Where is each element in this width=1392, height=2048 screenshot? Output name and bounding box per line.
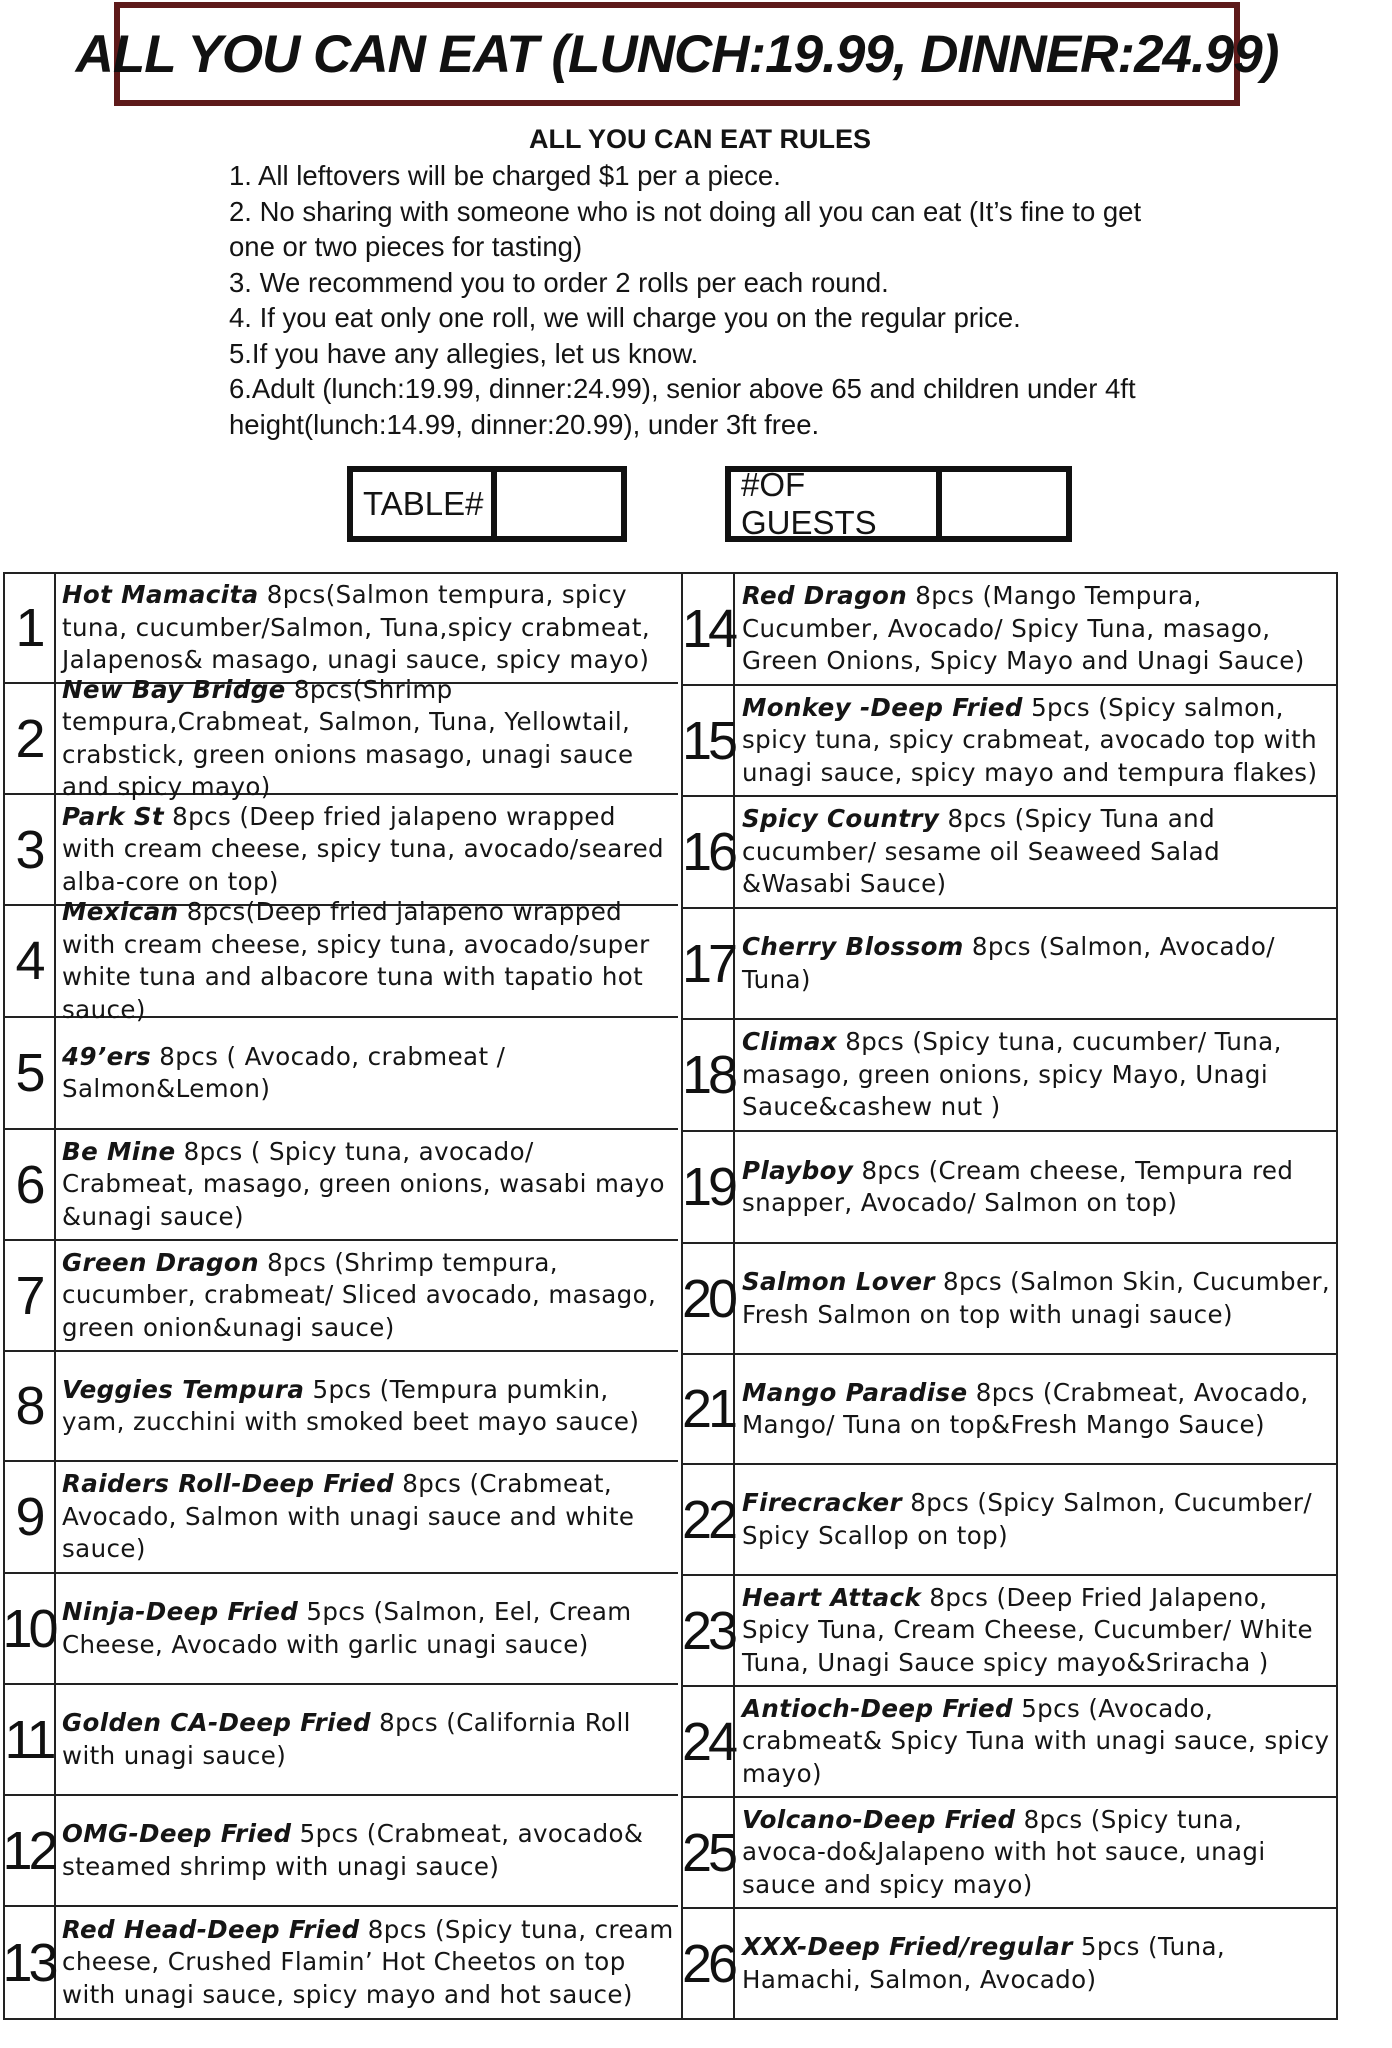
roll-description [742,1465,1332,1574]
roll-description [62,674,674,801]
roll-name: Climax [742,1027,838,1057]
roll-description [62,1907,674,2018]
roll-detail: 8pcs ( Avocado, crabmeat / Salmon&Lemon) [62,1041,506,1103]
roll-detail: 5pcs (Avocado, crabmeat& Spicy Tuna with unagi sauce, spicy mayo) [742,1693,1330,1788]
menu-row [3,1907,678,2020]
roll-detail: 8pcs(Deep fried jalapeno wrapped with cream cheese, spicy tuna, avocado/super white tuna and albacore tuna with tapatio hot sauce) [62,897,650,1024]
roll-description [742,1909,1332,2018]
roll-name: Playboy [742,1155,854,1185]
roll-number: 6 [15,1154,42,1215]
menu-row [683,1687,1336,1798]
menu-row [3,1130,678,1241]
roll-detail: 8pcs (Spicy tuna, cream cheese, Crushed Flamin’ Hot Cheetos on top with unagi sauce, spicy mayo and hot sauce) [62,1914,674,2009]
roll-name: Cherry Blossom [742,932,964,961]
menu-row [683,909,1336,1020]
roll-number: 11 [4,1709,53,1770]
menu-row [3,1352,678,1462]
roll-detail: 8pcs (Deep Fried Jalapeno, Spicy Tuna, Cream Cheese, Cucumber/ White Tuna, Unagi Sauce spicy mayo&Sriracha ) [742,1582,1314,1677]
roll-name: Golden CA-Deep Fried [62,1708,371,1737]
roll-detail: 8pcs (Spicy tuna, cucumber/ Tuna, masago, green onions, spicy Mayo, Unagi Sauce&cashew nut ) [742,1027,1282,1122]
roll-name: Mango Paradise [742,1377,968,1407]
roll-name: 49’ers [62,1041,152,1071]
roll-name: Heart Attack [742,1582,922,1612]
roll-description [742,1020,1332,1130]
menu-row [683,1355,1336,1465]
roll-name: Antioch-Deep Fried [742,1693,1013,1723]
roll-detail: 8pcs (Cream cheese, Tempura red snapper, Avocado/ Salmon on top) [742,1155,1294,1217]
roll-description [62,897,674,1024]
menu-row [3,1018,678,1130]
menu-row [3,897,678,1024]
roll-number: 14 [681,599,735,659]
roll-detail: 8pcs (Mango Tempura, Cucumber, Avocado/ Spicy Tuna, masago, Green Onions, Spicy Mayo and Unagi Sauce) [742,581,1305,676]
menu-row [3,1574,678,1685]
roll-number: 2 [15,708,42,769]
roll-name: Be Mine [62,1136,176,1166]
roll-detail: 5pcs (Tuna, Hamachi, Salmon, Avocado) [742,1932,1226,1994]
menu-row [3,1462,678,1574]
menu-row [683,1244,1336,1355]
roll-number: 1 [15,598,42,658]
roll-name: Spicy Country [742,804,940,834]
menu-row [3,574,678,684]
roll-number: 10 [2,1598,55,1659]
roll-number: 20 [681,1268,735,1329]
roll-name: Hot Mamacita [62,580,259,610]
roll-description [742,797,1332,907]
roll-detail: 8pcs (Spicy tuna, avoca-do&Jalapeno with hot sauce, unagi sauce and spicy mayo) [742,1804,1266,1899]
roll-name: Red Head-Deep Fried [62,1914,360,1944]
roll-name: XXX-Deep Fried/regular [742,1932,1073,1961]
roll-description [62,1241,674,1350]
roll-number: 9 [15,1487,42,1547]
roll-number: 5 [15,1043,42,1103]
roll-description [742,1576,1332,1685]
rules-list [229,158,1209,442]
rule-line: 4. If you eat only one roll, we will charge you on the regular price. [229,302,1021,333]
menu-row [3,1241,678,1352]
page-title: ALL YOU CAN EAT (LUNCH:19.99, DINNER:24.99) [75,24,1279,84]
roll-number: 18 [681,1045,735,1105]
roll-name: Monkey -Deep Fried [742,692,1023,722]
roll-name: Raiders Roll-Deep Fried [62,1469,395,1499]
rule-line: 6.Adult (lunch:19.99, dinner:24.99), senior above 65 and children under 4ft [229,373,1136,404]
roll-number: 22 [681,1489,735,1550]
menu-row [683,1132,1336,1244]
roll-detail: 8pcs (Crabmeat, Avocado, Mango/ Tuna on top&Fresh Mango Sauce) [742,1377,1309,1439]
roll-name: Red Dragon [742,581,908,611]
roll-detail: 8pcs (Deep fried jalapeno wrapped with cream cheese, spicy tuna, avocado/seared alba-core on top) [62,801,664,896]
roll-number: 15 [681,710,735,771]
menu-row [683,1020,1336,1132]
menu-row [683,1465,1336,1576]
menu-row [3,1685,678,1796]
roll-description [62,795,674,904]
roll-number: 25 [681,1822,735,1883]
menu-row [683,797,1336,909]
roll-description [742,1132,1332,1242]
roll-description [742,1355,1332,1463]
menu-row [3,1796,678,1907]
roll-number: 8 [15,1376,42,1436]
roll-description [62,1574,674,1683]
roll-name: OMG-Deep Fried [62,1819,292,1848]
roll-description [62,1130,674,1239]
menu-row [683,574,1336,686]
rule-line: 5.If you have any allegies, let us know. [229,337,699,369]
roll-number: 26 [681,1933,735,1994]
roll-name: Ninja-Deep Fried [62,1597,299,1626]
roll-detail: 5pcs (Spicy salmon, spicy tuna, spicy crabmeat, avocado top with unagi sauce, spicy mayo and tempura flakes) [742,692,1318,787]
roll-detail: 8pcs (Crabmeat, Avocado, Salmon with unagi sauce and white sauce) [62,1469,635,1564]
guest-count-label: #OF GUESTS [731,472,942,536]
menu-row [683,686,1336,797]
roll-description [742,1798,1332,1907]
roll-number: 16 [681,822,735,882]
menu-row [3,674,678,801]
roll-description [62,1685,674,1794]
roll-description [62,1796,674,1905]
roll-name: Green Dragon [62,1247,259,1277]
rule-line: 3. We recommend you to order 2 rolls per each round. [229,266,889,298]
roll-name: New Bay Bridge [62,674,286,704]
roll-detail: 8pcs (Spicy Salmon, Cucumber/ Spicy Scallop on top) [742,1488,1312,1550]
roll-detail: 8pcs ( Spicy tuna, avocado/ Crabmeat, masago, green onions, wasabi mayo &unagi sauce) [62,1136,665,1231]
roll-detail: 8pcs(Shrimp tempura,Crabmeat, Salmon, Tuna, Yellowtail, crabstick, green onions masago, unagi sauce and spicy mayo) [62,674,634,801]
roll-name: Park St [62,801,164,831]
roll-number: 17 [681,933,735,994]
roll-description [742,686,1332,795]
roll-description [742,909,1332,1018]
guest-count-box [725,466,1072,542]
roll-detail: 8pcs(Salmon tempura, spicy tuna, cucumber/Salmon, Tuna,spicy crabmeat, Jalapenos& masago, unagi sauce, spicy mayo) [62,580,651,675]
rule-line: one or two pieces for tasting) [229,231,583,262]
roll-description [62,1462,674,1572]
menu-row [683,1576,1336,1687]
table-number-label: TABLE# [353,472,497,536]
roll-description [62,574,674,682]
roll-number: 3 [15,819,42,880]
rules-heading: ALL YOU CAN EAT RULES [528,124,872,154]
roll-detail: 8pcs (Spicy Tuna and cucumber/ sesame oil Seaweed Salad &Wasabi Sauce) [742,804,1221,899]
roll-detail: 5pcs (Tempura pumkin, yam, zucchini with smoked beet mayo sauce) [62,1374,640,1436]
table-number-box [347,466,627,542]
title-box [75,2,1279,106]
menu-row [3,795,678,906]
roll-name: Mexican [62,897,179,926]
roll-number: 12 [2,1820,55,1881]
roll-detail: 8pcs (Shrimp tempura, cucumber, crabmeat/ Sliced avocado, masago, green onion&unagi sauce) [62,1247,657,1342]
roll-number: 4 [15,931,42,991]
rule-line: 2. No sharing with someone who is not doing all you can eat (It’s fine to get [229,195,1142,227]
roll-number: 24 [681,1711,735,1772]
roll-number: 21 [681,1379,735,1439]
roll-number: 19 [681,1157,735,1217]
menu-row [683,1909,1336,2020]
roll-description [742,1244,1332,1353]
rule-line: height(lunch:14.99, dinner:20.99), under 3ft free. [229,408,820,440]
roll-name: Firecracker [742,1488,903,1517]
roll-description [742,574,1332,684]
rule-line: 1. All leftovers will be charged $1 per a piece. [229,160,781,191]
roll-detail: 8pcs (Salmon Skin, Cucumber, Fresh Salmon on top with unagi sauce) [742,1267,1331,1329]
roll-number: 13 [2,1932,55,1993]
roll-name: Salmon Lover [742,1267,935,1296]
menu-row [683,1798,1336,1909]
roll-description [742,1687,1332,1796]
roll-name: Veggies Tempura [62,1374,305,1404]
roll-detail: 5pcs (Crabmeat, avocado& steamed shrimp with unagi sauce) [62,1819,644,1881]
roll-name: Volcano-Deep Fried [742,1804,1016,1834]
roll-description [62,1352,674,1460]
table-number-field[interactable] [497,472,621,536]
roll-number: 23 [681,1600,735,1661]
roll-description [62,1018,674,1128]
roll-detail: 8pcs (California Roll with unagi sauce) [62,1708,631,1770]
roll-number: 7 [15,1265,42,1326]
guest-count-field[interactable] [942,472,1066,536]
roll-detail: 5pcs (Salmon, Eel, Cream Cheese, Avocado with garlic unagi sauce) [62,1597,632,1659]
roll-detail: 8pcs (Salmon, Avocado/ Tuna) [742,932,1275,994]
